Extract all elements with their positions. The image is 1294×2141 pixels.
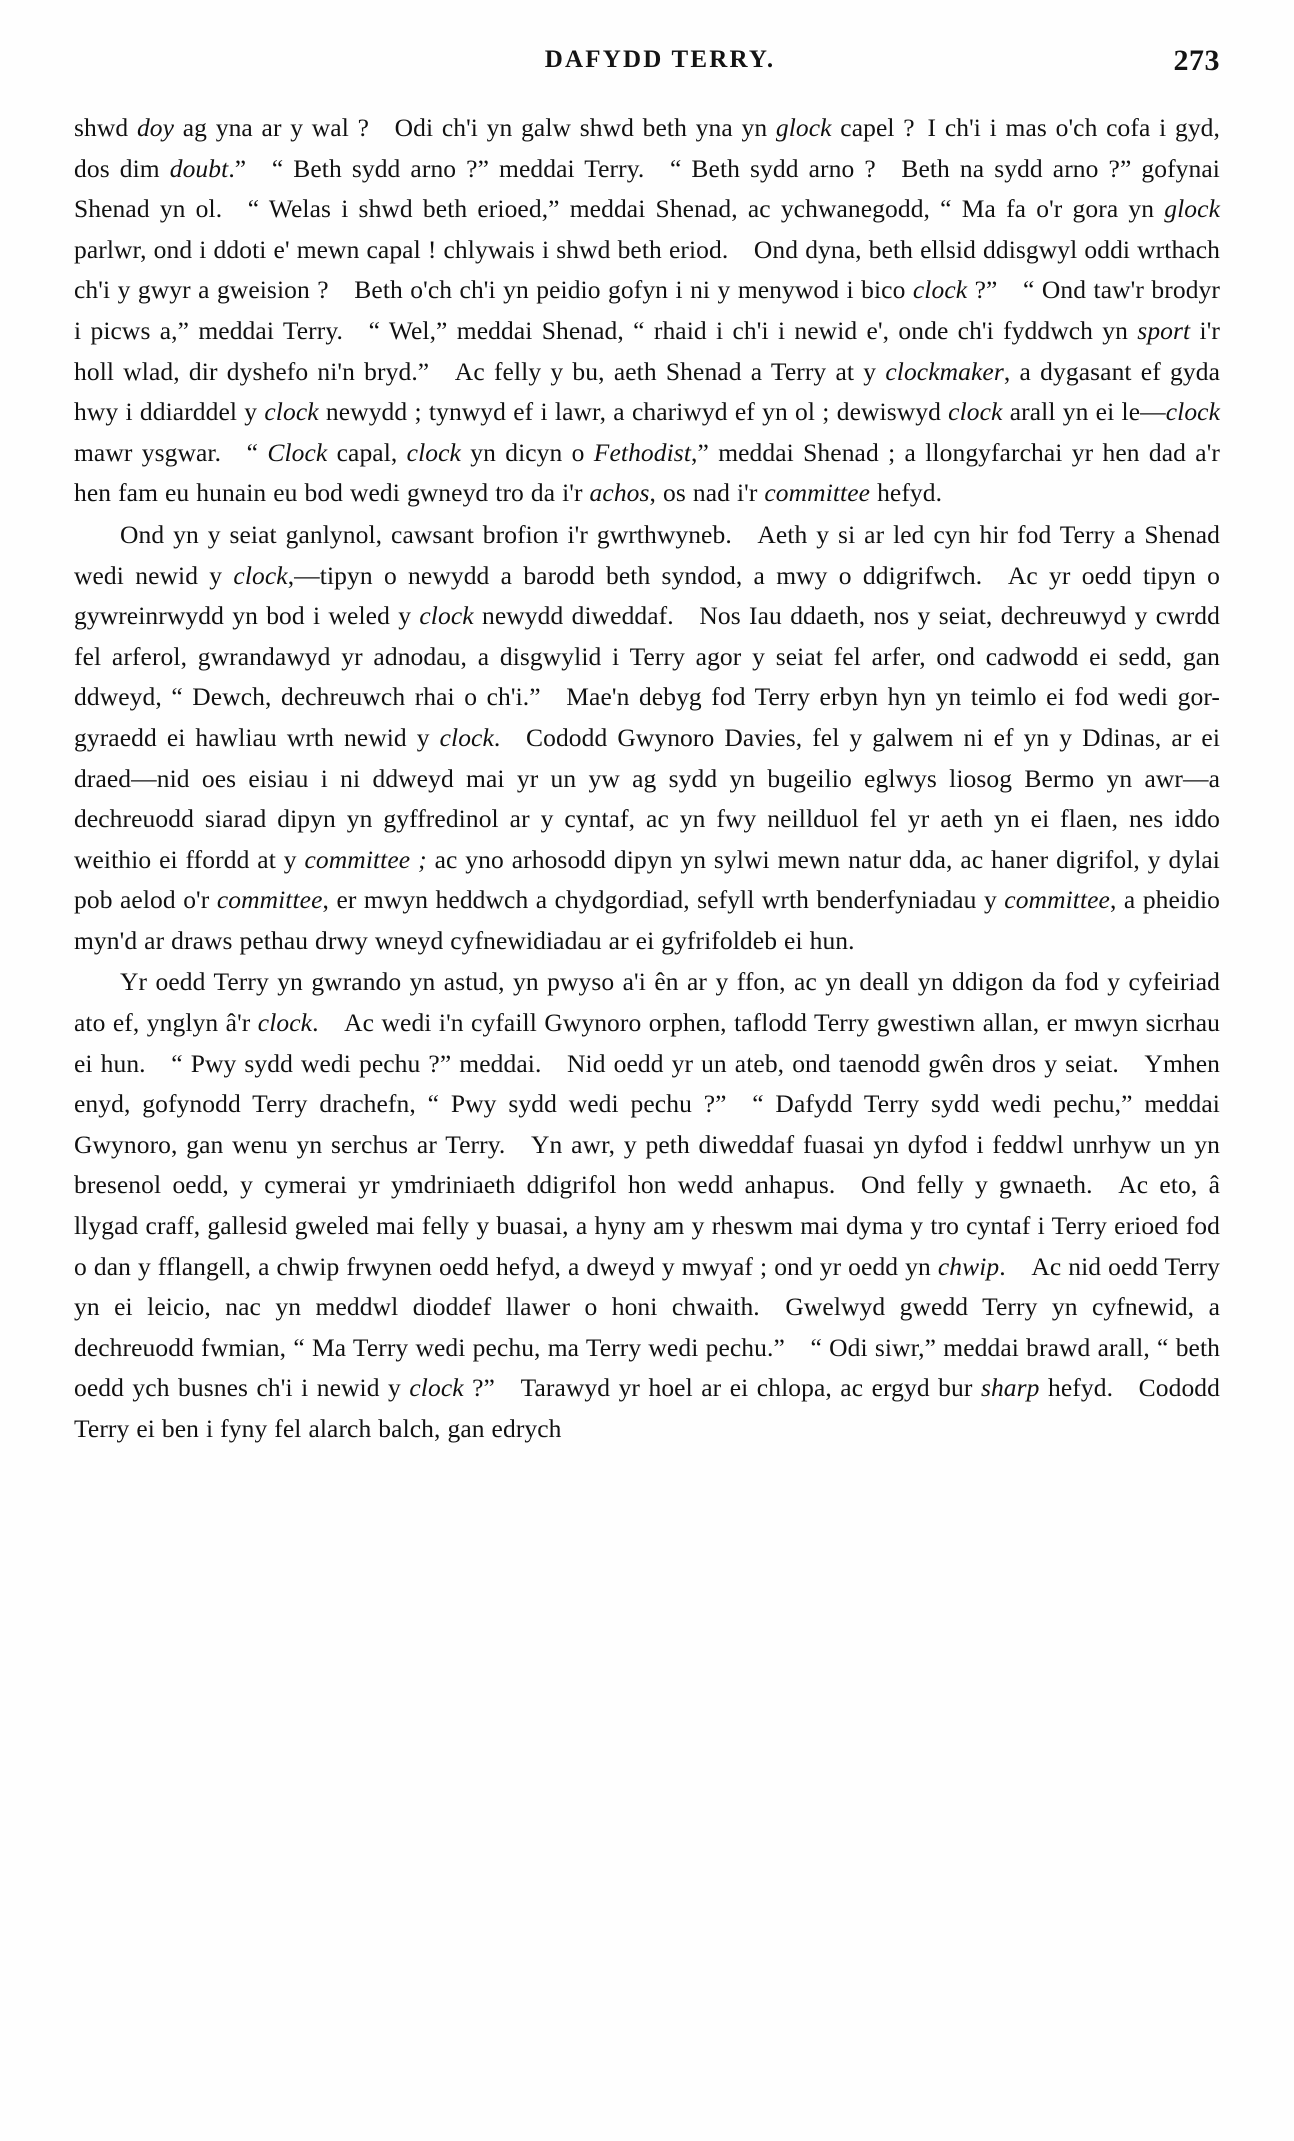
- page-body: [74, 108, 1220, 1450]
- paragraph: Yr oedd Terry yn gwrando yn astud, yn pwyso a'i ên ar y ffon, ac yn deall yn ddigon da fod y cyfeiriad ato ef, ynglyn â'r clock. Ac wedi i'n cyfaill Gwynoro orphen, taflodd Terry gwestiwn allan, er mwyn sicrhau ei hun. “ Pwy sydd wedi pechu ?” meddai. Nid oedd yr un ateb, ond taenodd gwên dros y seiat. Ymhen enyd, gofynodd Terry drachefn, “ Pwy sydd wedi pechu ?” “ Dafydd Terry sydd wedi pechu,” meddai Gwynoro, gan wenu yn serchus ar Terry. Yn awr, y peth diweddaf fuasai yn dyfod i feddwl unrhyw un yn bresenol oedd, y cymerai yr ymdriniaeth ddigrifol hon wedd anhapus. Ond felly y gwnaeth. Ac eto, â llygad craff, gallesid gweled mai felly y buasai, a hyny am y rheswm mai dyma y tro cyntaf i Terry erioed fod o dan y fflangell, a chwip frwynen oedd hefyd, a dweyd y mwyaf ; ond yr oedd yn chwip. Ac nid oedd Terry yn ei leicio, nac yn meddwl dioddef llawer o honi chwaith. Gwelwyd gwedd Terry yn cyfnewid, a dechreuodd fwmian, “ Ma Terry wedi pechu, ma Terry wedi pechu.” “ Odi siwr,” meddai brawd arall, “ beth oedd ych busnes ch'i i newid y clock ?” Tarawyd yr hoel ar ei chlopa, ac ergyd bur sharp hefyd. Cododd Terry ei ben i fyny fel alarch balch, gan edrych: [74, 967, 1221, 1443]
- page-header: [74, 46, 1220, 100]
- paragraph: shwd doy ag yna ar y wal ? Odi ch'i yn galw shwd beth yna yn glock capel ? I ch'i i mas o'ch cofa i gyd, dos dim doubt.” “ Beth sydd arno ?” meddai Terry. “ Beth sydd arno ? Beth na sydd arno ?” gofynai Shenad yn ol. “ Welas i shwd beth erioed,” meddai Shenad, ac ychwanegodd, “ Ma fa o'r gora yn glock parlwr, ond i ddoti e' mewn capal ! chlywais i shwd beth eriod. Ond dyna, beth ellsid ddisgwyl oddi wrthach ch'i y gwyr a gweision ? Beth o'ch ch'i yn peidio gofyn i ni y menywod i bico clock ?” “ Ond taw'r brodyr i picws a,” meddai Terry. “ Wel,” meddai Shenad, “ rhaid i ch'i i newid e', onde ch'i fyddwch yn sport i'r holl wlad, dir dyshefo ni'n bryd.” Ac felly y bu, aeth Shenad a Terry at y clockmaker, a dygasant ef gyda hwy i ddiarddel y clock newydd ; tynwyd ef i lawr, a chariwyd ef yn ol ; dewiswyd clock arall yn ei le—clock mawr ysgwar. “ Clock capal, clock yn dicyn o Fethodist,” meddai Shenad ; a llongyfarchai yr hen dad a'r hen fam eu hunain eu bod wedi gwneyd tro da i'r achos, os nad i'r committee hefyd.: [74, 113, 1221, 508]
- page-number: 273: [1173, 44, 1220, 77]
- paragraph: Ond yn y seiat ganlynol, cawsant brofion i'r gwrthwyneb. Aeth y si ar led cyn hir fod Terry a Shenad wedi newid y clock,—tipyn o newydd a barodd beth syndod, a mwy o ddigrifwch. Ac yr oedd tipyn o gywreinrwydd yn bod i weled y clock newydd diweddaf. Nos Iau ddaeth, nos y seiat, dechreuwyd y cwrdd fel arferol, gwrandawyd yr adnodau, a disgwylid i Terry agor y seiat fel arfer, ond cadwodd ei sedd, gan ddweyd, “ Dewch, dechreuwch rhai o ch'i.” Mae'n debyg fod Terry erbyn hyn yn teimlo ei fod wedi gor-gyraedd ei hawliau wrth newid y clock. Cododd Gwynoro Davies, fel y galwem ni ef yn y Ddinas, ar ei draed—nid oes eisiau i ni ddweyd mai yr un yw ag sydd yn bugeilio eglwys liosog Bermo yn awr—a dechreuodd siarad dipyn yn gyffredinol ar y cyntaf, ac yn fwy neillduol fel yr aeth yn ei flaen, nes iddo weithio ei ffordd at y committee ; ac yno arhosodd dipyn yn sylwi mewn natur dda, ac haner digrifol, y dylai pob aelod o'r committee, er mwyn heddwch a chydgordiad, sefyll wrth benderfyniadau y committee, a pheidio myn'd ar draws pethau drwy wneyd cyfnewidiadau ar ei gyfrifoldeb ei hun.: [74, 519, 1221, 955]
- running-title: DAFYDD TERRY.: [544, 46, 776, 73]
